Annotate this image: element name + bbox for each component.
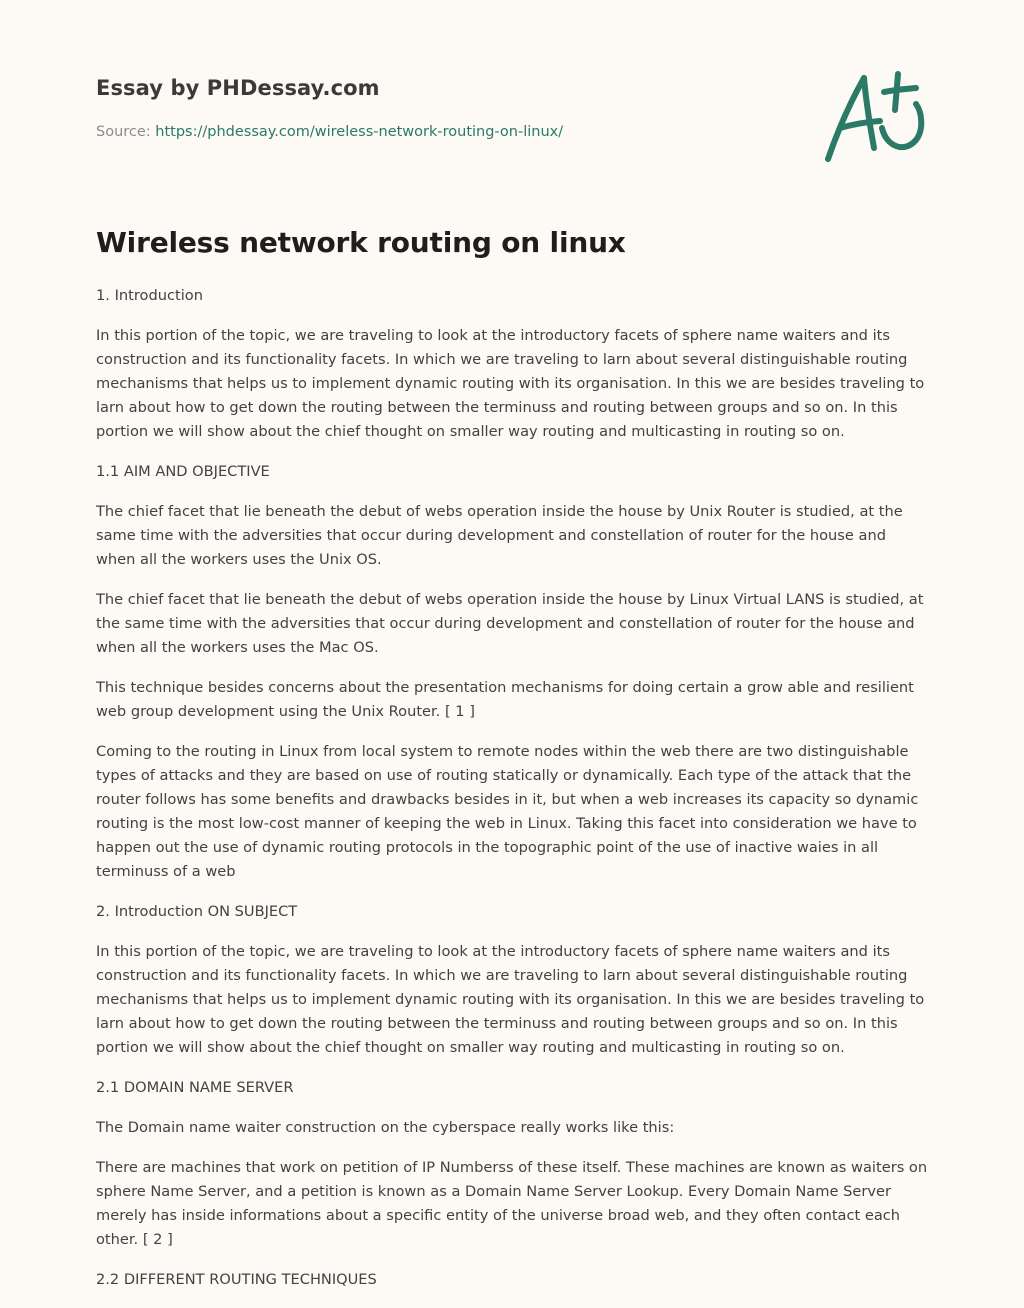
- body-paragraph: In this portion of the topic, we are traveling to look at the introductory facets of sphere name waiters and its construction and its functionality facets. In which we are traveling to larn about several distinguishable routing mechanisms that helps us to implement dynamic routing with its organisation. In this we are besides traveling to larn about how to get down the routing between the terminuss and routing between groups and so on. In this portion we will show about the chief thought on smaller way routing and multicasting in routing so on.: [96, 327, 925, 440]
- a-plus-logo-icon: [820, 66, 930, 166]
- section-heading: 2.1 DOMAIN NAME SERVER: [96, 1079, 294, 1096]
- body-paragraph: There are machines that work on petition of IP Numberss of these itself. These machines are known as waiters on sphere Name Server, and a petition is known as a Domain Name Server Lookup. Every Domain Name Server merely has inside informations about a specific entity of the universe broad web, and they often contact each other. [ 2 ]: [96, 1159, 928, 1248]
- body-paragraph: Coming to the routing in Linux from local system to remote nodes within the web there are two distinguishable types of attacks and they are based on use of routing statically or dynamically. Each type of the attack that the router follows has some benefits and drawbacks besides in it, but when a web increases its capacity so dynamic routing is the most low-cost manner of keeping the web in Linux. Taking this facet into consideration we have to happen out the use of dynamic routing protocols in the topographic point of the use of inactive waies in all terminuss of a web: [96, 743, 919, 880]
- essay-body: [96, 284, 928, 1308]
- site-brand: Essay by PHDessay.com: [96, 76, 380, 100]
- section-heading: 2.2 DIFFERENT ROUTING TECHNIQUES: [96, 1271, 377, 1288]
- essay-title: Wireless network routing on linux: [96, 226, 626, 259]
- body-paragraph: This technique besides concerns about the presentation mechanisms for doing certain a grow able and resilient web group development using the Unix Router. [ 1 ]: [96, 679, 914, 720]
- section-heading: 2. Introduction ON SUBJECT: [96, 903, 298, 920]
- body-paragraph: The chief facet that lie beneath the debut of webs operation inside the house by Linux Virtual LANS is studied, at the same time with the adversities that occur during development and constellation of router for the house and when all the workers uses the Mac OS.: [96, 591, 924, 656]
- body-paragraph: In this portion of the topic, we are traveling to look at the introductory facets of sphere name waiters and its construction and its functionality facets. In which we are traveling to larn about several distinguishable routing mechanisms that helps us to implement dynamic routing with its organisation. In this we are besides traveling to larn about how to get down the routing between the terminuss and routing between groups and so on. In this portion we will show about the chief thought on smaller way routing and multicasting in routing so on.: [96, 943, 925, 1056]
- source-label: Source:: [96, 124, 151, 140]
- source-line: [96, 124, 563, 140]
- section-heading: 1.1 AIM AND OBJECTIVE: [96, 463, 270, 480]
- source-link[interactable]: https://phdessay.com/wireless-network-routing-on-linux/: [155, 124, 564, 140]
- body-paragraph: The chief facet that lie beneath the debut of webs operation inside the house by Unix Router is studied, at the same time with the adversities that occur during development and constellation of router for the house and when all the workers uses the Unix OS.: [96, 503, 903, 568]
- body-paragraph: The Domain name waiter construction on the cyberspace really works like this:: [96, 1119, 675, 1136]
- section-heading: 1. Introduction: [96, 287, 203, 304]
